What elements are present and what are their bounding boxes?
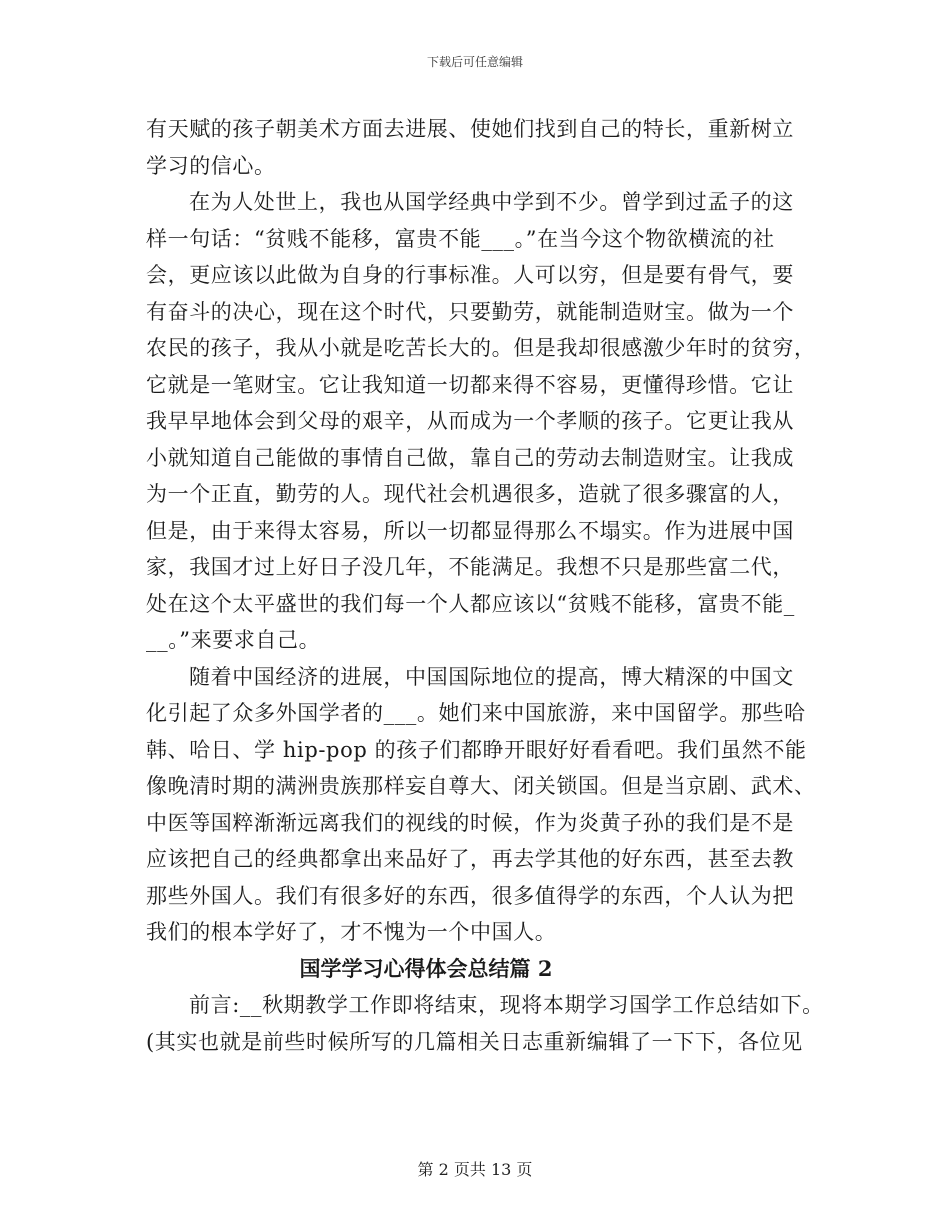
section-heading: 国学学习心得体会总结篇 2 [299, 955, 553, 981]
text-line: 有奋斗的决心，现在这个时代，只要勤劳，就能制造财宝。做为一个 [146, 299, 794, 324]
text-line: 我们的根本学好了，才不愧为一个中国人。 [146, 920, 557, 944]
page-footer: 第 2 页共 13 页 [417, 1160, 533, 1179]
text-line: 处在这个太平盛世的我们每一个人都应该以“贫贱不能移，富贵不能_ [146, 591, 795, 616]
text-line: 有天赋的孩子朝美术方面去进展、使她们找到自己的特长，重新树立 [146, 117, 794, 141]
text-line: 在为人处世上，我也从国学经典中学到不少。曾学到过孟子的这 [189, 190, 794, 214]
text-line: 我早早地体会到父母的艰辛，从而成为一个孝顺的孩子。它更让我从 [146, 409, 794, 433]
text-line: 学习的信心。 [146, 153, 276, 178]
text-line: 会，更应该以此做为自身的行事标准。人可以穷，但是要有骨气，要 [146, 263, 794, 287]
text-line: 为一个正直，勤劳的人。现代社会机遇很多，造就了很多骤富的人， [146, 482, 794, 506]
text-line: __。”来要求自己。 [146, 628, 321, 652]
text-line: 样一句话：“贫贱不能移，富贵不能___。”在当今这个物欲横流的社 [146, 226, 775, 251]
text-line: 家，我国才过上好日子没几年，不能满足。我想不只是那些富二代， [146, 555, 794, 579]
text-line: 化引起了众多外国学者的___。她们来中国旅游，来中国留学。那些哈 [146, 701, 806, 725]
text-line: 应该把自己的经典都拿出来品好了，再去学其他的好东西，甚至去教 [146, 847, 794, 871]
text-line: 韩、哈日、学 hip-pop 的孩子们都睁开眼好好看看吧。我们虽然不能 [146, 737, 807, 762]
text-line: 小就知道自己能做的事情自己做，靠自己的劳动去制造财宝。让我成 [146, 445, 794, 470]
text-line: 前言:__秋期教学工作即将结束，现将本期学习国学工作总结如下。 [189, 993, 824, 1017]
text-line: 它就是一笔财宝。它让我知道一切都来得不容易，更懂得珍惜。它让 [146, 372, 794, 397]
page-header: 下载后可任意编辑 [426, 55, 523, 69]
text-line: 那些外国人。我们有很多好的东西，很多值得学的东西，个人认为把 [146, 883, 794, 908]
text-line: 但是，由于来得太容易，所以一切都显得那么不塌实。作为进展中国 [146, 518, 794, 543]
text-line: 像晚清时期的满洲贵族那样妄自尊大、闭关锁国。但是当京剧、武术、 [146, 774, 816, 798]
text-line: 中医等国粹渐渐远离我们的视线的时候，作为炎黄子孙的我们是不是 [146, 810, 794, 835]
document-body [146, 111, 826, 1060]
text-line: (其实也就是前些时候所写的几篇相关日志重新编辑了一下下，各位见 [146, 1029, 803, 1054]
text-line: 农民的孩子，我从小就是吃苦长大的。但是我却很感激少年时的贫穷， [146, 336, 816, 360]
text-line: 随着中国经济的进展，中国国际地位的提高，博大精深的中国文 [189, 664, 794, 689]
